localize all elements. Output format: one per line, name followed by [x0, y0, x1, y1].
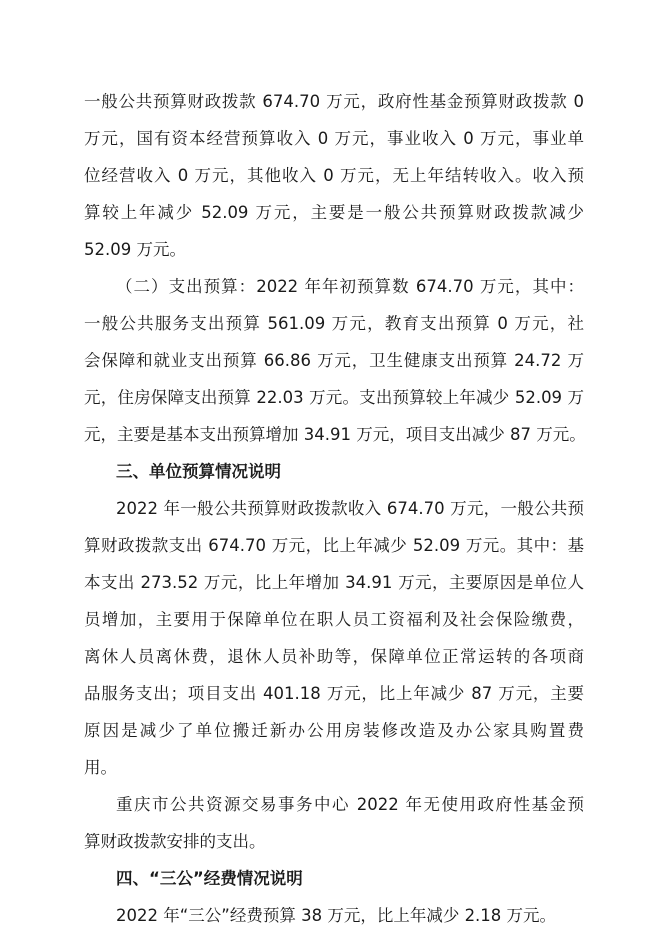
paragraph-line: 离休人员离休费，退休人员补助等，保障单位正常运转的各项商	[84, 647, 584, 666]
paragraph-line: 一般公共预算财政拨款 674.70 万元，政府性基金预算财政拨款 0	[84, 92, 584, 111]
paragraph-line: 元，主要是基本支出预算增加 34.91 万元，项目支出减少 87 万元。	[84, 425, 586, 444]
paragraph-line: 万元，国有资本经营预算收入 0 万元，事业收入 0 万元，事业单	[84, 129, 584, 148]
paragraph-line: 一般公共服务支出预算 561.09 万元，教育支出预算 0 万元，社	[84, 314, 584, 333]
section-heading: 三、单位预算情况说明	[116, 462, 281, 481]
paragraph-line: 品服务支出；项目支出 401.18 万元，比上年减少 87 万元，主要	[84, 684, 584, 703]
paragraph-line: 2022 年一般公共预算财政拨款收入 674.70 万元，一般公共预	[116, 499, 584, 518]
paragraph-line: 重庆市公共资源交易事务中心 2022 年无使用政府性基金预	[116, 795, 584, 814]
paragraph-line: 2022 年“三公”经费预算 38 万元，比上年减少 2.18 万元。	[116, 906, 557, 925]
paragraph-line: 52.09 万元。	[84, 240, 186, 259]
paragraph-line: 用。	[84, 758, 117, 777]
paragraph-line: 算财政拨款支出 674.70 万元，比上年减少 52.09 万元。其中：基	[84, 536, 584, 555]
paragraph-line: 本支出 273.52 万元，比上年增加 34.91 万元，主要原因是单位人	[84, 573, 584, 592]
paragraph-line: 元，住房保障支出预算 22.03 万元。支出预算较上年减少 52.09 万	[84, 388, 584, 407]
paragraph-line: 算较上年减少 52.09 万元，主要是一般公共预算财政拨款减少	[84, 203, 584, 222]
paragraph-line: 原因是减少了单位搬迁新办公用房装修改造及办公家具购置费	[84, 721, 584, 740]
paragraph-line: 会保障和就业支出预算 66.86 万元，卫生健康支出预算 24.72 万	[84, 351, 584, 370]
paragraph-line: （二）支出预算：2022 年年初预算数 674.70 万元，其中：	[116, 277, 584, 296]
paragraph-line: 算财政拨款安排的支出。	[84, 832, 266, 851]
paragraph-line: 员增加，主要用于保障单位在职人员工资福利及社会保险缴费，	[84, 610, 584, 629]
section-heading: 四、“三公”经费情况说明	[116, 869, 303, 888]
paragraph-line: 位经营收入 0 万元，其他收入 0 万元，无上年结转收入。收入预	[84, 166, 584, 185]
